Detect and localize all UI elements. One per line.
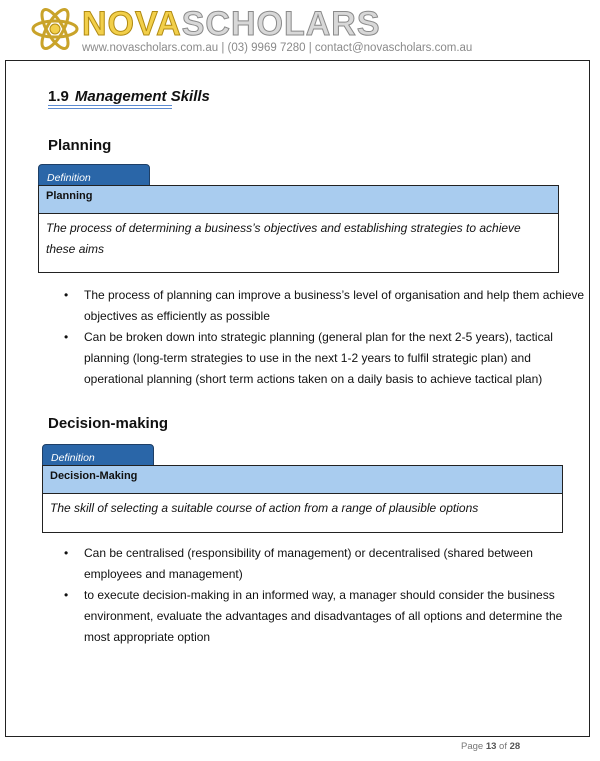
brand-wordmark [82, 6, 381, 42]
planning-definition-tab: Definition [38, 164, 150, 186]
page-number [461, 741, 520, 752]
contact-line: www.novascholars.com.au | (03) 9969 7280 | contact@novascholars.com.au [82, 42, 473, 54]
planning-definition-text: The process of determining a business’s objectives and establishing strategies to achieve these aims [46, 221, 521, 256]
list-item: • Can be centralised (responsibility of management) or decentralised (shared between employees and management) [64, 543, 576, 585]
decision-definition-text: The skill of selecting a suitable course of action from a range of plausible options [50, 501, 479, 515]
brand-scholars: SCHOLARS [181, 5, 381, 43]
planning-heading: Planning [48, 137, 112, 154]
section-title-text: Management Skills [74, 88, 210, 105]
list-item: • Can be broken down into strategic planning (general plan for the next 2-5 years), tactical planning (long-term strategies to use in the next 1-2 years to fulfil strategic plan) and operational planning (short term actions taken on a daily basis to achieve tactical plan) [64, 327, 588, 390]
section-title [48, 88, 210, 105]
planning-bullet-list [64, 285, 588, 390]
atom-logo-icon [30, 4, 80, 54]
decision-definition-term: Decision-Making [43, 466, 562, 494]
page-of: of [499, 741, 507, 752]
planning-definition-box [38, 185, 559, 273]
decision-definition-tab: Definition [42, 444, 154, 466]
page-total: 28 [509, 741, 521, 752]
decision-bullet-list [64, 543, 576, 648]
decision-heading: Decision-making [48, 415, 169, 432]
list-item: • The process of planning can improve a business’s level of organisation and help them achieve objectives as efficiently as possible [64, 285, 588, 327]
page-current: 13 [485, 741, 497, 752]
brand-nova: NOVA [82, 5, 182, 43]
section-title-underline [48, 105, 172, 109]
section-number: 1.9 [48, 88, 69, 105]
list-item: • to execute decision-making in an informed way, a manager should consider the business environment, evaluate the advantages and disadvantages of all options and determine the most appropriate option [64, 585, 576, 648]
page-label: Page [461, 741, 484, 752]
decision-definition-box [42, 465, 563, 533]
page-header [0, 0, 600, 58]
planning-definition-term: Planning [39, 186, 558, 214]
